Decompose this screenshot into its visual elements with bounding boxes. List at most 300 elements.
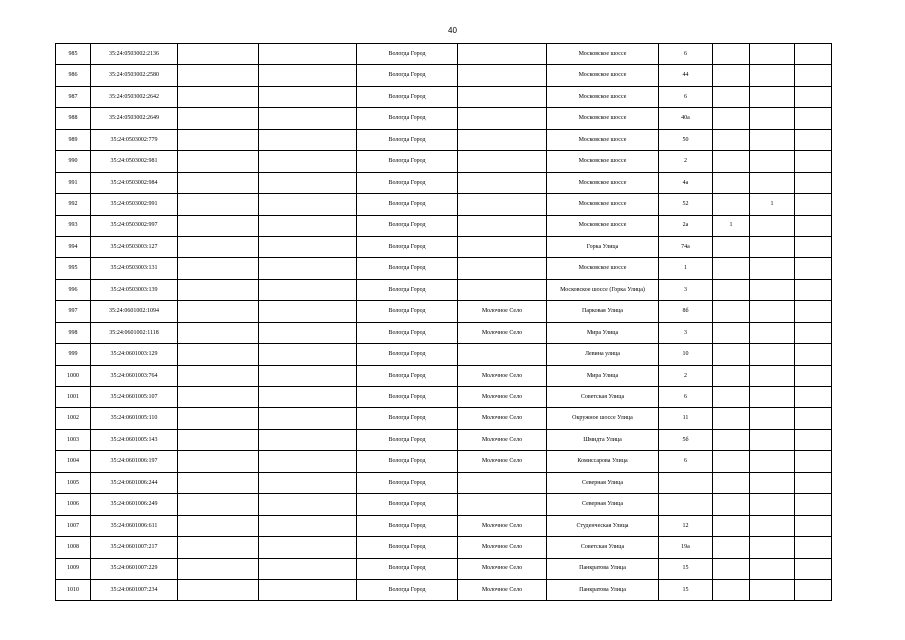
street-cell: Северная Улица — [547, 494, 659, 515]
flag-cell-b — [750, 472, 795, 493]
cadastral-number-cell: 35:24:0601002:1118 — [91, 322, 178, 343]
flag-cell-a — [713, 537, 750, 558]
flag-cell-a — [713, 301, 750, 322]
flag-cell-c — [795, 258, 832, 279]
empty-cell — [259, 129, 357, 150]
cadastral-number-cell: 35:24:0601006:249 — [91, 494, 178, 515]
flag-cell-c — [795, 537, 832, 558]
empty-cell — [259, 258, 357, 279]
street-cell: Московское шоссе (Горка Улица) — [547, 279, 659, 300]
table-row — [56, 322, 832, 343]
flag-cell-b — [750, 129, 795, 150]
flag-cell-a — [713, 472, 750, 493]
row-number-cell: 985 — [56, 44, 91, 65]
cadastral-number-cell: 35:24:0601007:229 — [91, 558, 178, 579]
flag-cell-c — [795, 429, 832, 450]
house-number-cell: 1 — [659, 258, 713, 279]
street-cell: Московское шоссе — [547, 108, 659, 129]
city-cell: Вологда Город — [357, 301, 458, 322]
flag-cell-b — [750, 387, 795, 408]
settlement-cell: Молочное Село — [458, 537, 547, 558]
house-number-cell: 50 — [659, 129, 713, 150]
table-row — [56, 215, 832, 236]
empty-cell — [178, 65, 259, 86]
house-number-cell — [659, 472, 713, 493]
city-cell: Вологда Город — [357, 258, 458, 279]
house-number-cell: 2 — [659, 151, 713, 172]
house-number-cell: 4а — [659, 172, 713, 193]
flag-cell-b — [750, 44, 795, 65]
house-number-cell: 6 — [659, 44, 713, 65]
empty-cell — [178, 301, 259, 322]
empty-cell — [178, 236, 259, 257]
settlement-cell — [458, 108, 547, 129]
cadastral-number-cell: 35:24:0503002:779 — [91, 129, 178, 150]
cadastral-number-cell: 35:24:0601003:764 — [91, 365, 178, 386]
row-number-cell: 1001 — [56, 387, 91, 408]
table-row — [56, 429, 832, 450]
settlement-cell — [458, 65, 547, 86]
empty-cell — [178, 215, 259, 236]
empty-cell — [178, 537, 259, 558]
city-cell: Вологда Город — [357, 129, 458, 150]
empty-cell — [178, 151, 259, 172]
empty-cell — [178, 515, 259, 536]
row-number-cell: 990 — [56, 151, 91, 172]
flag-cell-c — [795, 44, 832, 65]
table-row — [56, 558, 832, 579]
city-cell: Вологда Город — [357, 194, 458, 215]
row-number-cell: 1000 — [56, 365, 91, 386]
house-number-cell: 12 — [659, 515, 713, 536]
flag-cell-a — [713, 86, 750, 107]
city-cell: Вологда Город — [357, 429, 458, 450]
flag-cell-a: 1 — [713, 215, 750, 236]
flag-cell-b — [750, 494, 795, 515]
flag-cell-b — [750, 258, 795, 279]
flag-cell-b — [750, 236, 795, 257]
empty-cell — [178, 408, 259, 429]
city-cell: Вологда Город — [357, 236, 458, 257]
city-cell: Вологда Город — [357, 387, 458, 408]
street-cell: Шмидта Улица — [547, 429, 659, 450]
cadastral-number-cell: 35:24:0503002:2649 — [91, 108, 178, 129]
flag-cell-c — [795, 86, 832, 107]
table-row — [56, 151, 832, 172]
table-row — [56, 279, 832, 300]
row-number-cell: 991 — [56, 172, 91, 193]
empty-cell — [178, 44, 259, 65]
registry-table-body — [56, 44, 832, 601]
row-number-cell: 1008 — [56, 537, 91, 558]
flag-cell-a — [713, 515, 750, 536]
flag-cell-a — [713, 322, 750, 343]
table-row — [56, 579, 832, 600]
empty-cell — [259, 108, 357, 129]
empty-cell — [259, 236, 357, 257]
flag-cell-c — [795, 236, 832, 257]
empty-cell — [259, 172, 357, 193]
cadastral-number-cell: 35:24:0503003:139 — [91, 279, 178, 300]
row-number-cell: 992 — [56, 194, 91, 215]
house-number-cell: 52 — [659, 194, 713, 215]
empty-cell — [178, 451, 259, 472]
table-row — [56, 65, 832, 86]
street-cell: Московское шоссе — [547, 44, 659, 65]
empty-cell — [178, 322, 259, 343]
row-number-cell: 998 — [56, 322, 91, 343]
flag-cell-b — [750, 537, 795, 558]
empty-cell — [259, 215, 357, 236]
flag-cell-c — [795, 344, 832, 365]
house-number-cell — [659, 494, 713, 515]
empty-cell — [259, 408, 357, 429]
cadastral-number-cell: 35:24:0503002:997 — [91, 215, 178, 236]
flag-cell-a — [713, 494, 750, 515]
city-cell: Вологда Город — [357, 108, 458, 129]
flag-cell-b — [750, 301, 795, 322]
flag-cell-c — [795, 194, 832, 215]
flag-cell-c — [795, 472, 832, 493]
empty-cell — [259, 579, 357, 600]
city-cell: Вологда Город — [357, 172, 458, 193]
city-cell: Вологда Город — [357, 451, 458, 472]
empty-cell — [259, 86, 357, 107]
row-number-cell: 986 — [56, 65, 91, 86]
flag-cell-b — [750, 344, 795, 365]
flag-cell-c — [795, 408, 832, 429]
cadastral-number-cell: 35:24:0601002:1094 — [91, 301, 178, 322]
house-number-cell: 6 — [659, 387, 713, 408]
table-row — [56, 236, 832, 257]
cadastral-number-cell: 35:24:0503003:131 — [91, 258, 178, 279]
flag-cell-b — [750, 172, 795, 193]
row-number-cell: 1010 — [56, 579, 91, 600]
street-cell: Горка Улица — [547, 236, 659, 257]
empty-cell — [178, 344, 259, 365]
empty-cell — [259, 322, 357, 343]
flag-cell-b — [750, 451, 795, 472]
empty-cell — [178, 129, 259, 150]
empty-cell — [259, 151, 357, 172]
flag-cell-b — [750, 65, 795, 86]
settlement-cell: Молочное Село — [458, 451, 547, 472]
registry-table — [55, 43, 832, 601]
cadastral-number-cell: 35:24:0503002:2580 — [91, 65, 178, 86]
empty-cell — [259, 279, 357, 300]
flag-cell-c — [795, 515, 832, 536]
cadastral-number-cell: 35:24:0601003:129 — [91, 344, 178, 365]
flag-cell-b — [750, 322, 795, 343]
flag-cell-b — [750, 515, 795, 536]
street-cell: Панкратова Улица — [547, 558, 659, 579]
flag-cell-c — [795, 387, 832, 408]
empty-cell — [178, 172, 259, 193]
empty-cell — [178, 365, 259, 386]
street-cell: Московское шоссе — [547, 258, 659, 279]
empty-cell — [259, 44, 357, 65]
flag-cell-a — [713, 387, 750, 408]
empty-cell — [178, 429, 259, 450]
flag-cell-b — [750, 108, 795, 129]
street-cell: Московское шоссе — [547, 86, 659, 107]
settlement-cell — [458, 258, 547, 279]
row-number-cell: 999 — [56, 344, 91, 365]
row-number-cell: 996 — [56, 279, 91, 300]
house-number-cell: 11 — [659, 408, 713, 429]
table-row — [56, 86, 832, 107]
city-cell: Вологда Город — [357, 344, 458, 365]
city-cell: Вологда Город — [357, 322, 458, 343]
city-cell: Вологда Город — [357, 579, 458, 600]
settlement-cell — [458, 44, 547, 65]
city-cell: Вологда Город — [357, 537, 458, 558]
flag-cell-c — [795, 322, 832, 343]
cadastral-number-cell: 35:24:0503002:2136 — [91, 44, 178, 65]
table-row — [56, 515, 832, 536]
cadastral-number-cell: 35:24:0601007:234 — [91, 579, 178, 600]
empty-cell — [259, 537, 357, 558]
flag-cell-b — [750, 558, 795, 579]
house-number-cell: 10 — [659, 344, 713, 365]
settlement-cell: Молочное Село — [458, 301, 547, 322]
row-number-cell: 1009 — [56, 558, 91, 579]
street-cell: Московское шоссе — [547, 194, 659, 215]
row-number-cell: 995 — [56, 258, 91, 279]
settlement-cell — [458, 236, 547, 257]
flag-cell-c — [795, 494, 832, 515]
settlement-cell — [458, 494, 547, 515]
house-number-cell: 74а — [659, 236, 713, 257]
flag-cell-c — [795, 172, 832, 193]
flag-cell-c — [795, 129, 832, 150]
city-cell: Вологда Город — [357, 86, 458, 107]
empty-cell — [178, 279, 259, 300]
city-cell: Вологда Город — [357, 151, 458, 172]
city-cell: Вологда Город — [357, 558, 458, 579]
settlement-cell: Молочное Село — [458, 429, 547, 450]
empty-cell — [178, 494, 259, 515]
empty-cell — [178, 387, 259, 408]
settlement-cell: Молочное Село — [458, 515, 547, 536]
flag-cell-a — [713, 579, 750, 600]
house-number-cell: 40а — [659, 108, 713, 129]
street-cell: Московское шоссе — [547, 65, 659, 86]
empty-cell — [259, 451, 357, 472]
flag-cell-c — [795, 151, 832, 172]
flag-cell-a — [713, 44, 750, 65]
house-number-cell: 3 — [659, 279, 713, 300]
settlement-cell: Молочное Село — [458, 558, 547, 579]
flag-cell-c — [795, 301, 832, 322]
city-cell: Вологда Город — [357, 515, 458, 536]
street-cell: Комиссарова Улица — [547, 451, 659, 472]
city-cell: Вологда Город — [357, 279, 458, 300]
cadastral-number-cell: 35:24:0503002:981 — [91, 151, 178, 172]
empty-cell — [259, 387, 357, 408]
cadastral-number-cell: 35:24:0601006:611 — [91, 515, 178, 536]
settlement-cell — [458, 215, 547, 236]
settlement-cell — [458, 279, 547, 300]
house-number-cell: 6 — [659, 451, 713, 472]
settlement-cell: Молочное Село — [458, 365, 547, 386]
settlement-cell — [458, 172, 547, 193]
cadastral-number-cell: 35:24:0601007:217 — [91, 537, 178, 558]
street-cell: Левина улица — [547, 344, 659, 365]
row-number-cell: 1006 — [56, 494, 91, 515]
street-cell: Окружное шоссе Улица — [547, 408, 659, 429]
settlement-cell — [458, 344, 547, 365]
flag-cell-c — [795, 215, 832, 236]
flag-cell-b: 1 — [750, 194, 795, 215]
cadastral-number-cell: 35:24:0601006:244 — [91, 472, 178, 493]
empty-cell — [178, 258, 259, 279]
empty-cell — [259, 558, 357, 579]
flag-cell-b — [750, 365, 795, 386]
flag-cell-a — [713, 108, 750, 129]
empty-cell — [178, 472, 259, 493]
flag-cell-c — [795, 451, 832, 472]
house-number-cell: 8б — [659, 301, 713, 322]
settlement-cell — [458, 151, 547, 172]
empty-cell — [259, 194, 357, 215]
flag-cell-b — [750, 429, 795, 450]
house-number-cell: 2 — [659, 365, 713, 386]
table-row — [56, 494, 832, 515]
flag-cell-a — [713, 172, 750, 193]
street-cell: Советская Улица — [547, 537, 659, 558]
flag-cell-a — [713, 258, 750, 279]
flag-cell-b — [750, 86, 795, 107]
empty-cell — [178, 579, 259, 600]
flag-cell-c — [795, 558, 832, 579]
empty-cell — [259, 429, 357, 450]
empty-cell — [178, 558, 259, 579]
city-cell: Вологда Город — [357, 44, 458, 65]
street-cell: Московское шоссе — [547, 151, 659, 172]
table-row — [56, 129, 832, 150]
row-number-cell: 993 — [56, 215, 91, 236]
house-number-cell: 15 — [659, 558, 713, 579]
empty-cell — [259, 365, 357, 386]
empty-cell — [259, 494, 357, 515]
row-number-cell: 987 — [56, 86, 91, 107]
row-number-cell: 1002 — [56, 408, 91, 429]
house-number-cell: 3 — [659, 322, 713, 343]
table-row — [56, 408, 832, 429]
table-row — [56, 44, 832, 65]
flag-cell-a — [713, 429, 750, 450]
flag-cell-a — [713, 279, 750, 300]
row-number-cell: 988 — [56, 108, 91, 129]
settlement-cell: Молочное Село — [458, 408, 547, 429]
street-cell: Московское шоссе — [547, 172, 659, 193]
street-cell: Московское шоссе — [547, 129, 659, 150]
flag-cell-a — [713, 236, 750, 257]
city-cell: Вологда Город — [357, 494, 458, 515]
flag-cell-a — [713, 451, 750, 472]
row-number-cell: 1007 — [56, 515, 91, 536]
row-number-cell: 1004 — [56, 451, 91, 472]
house-number-cell: 19а — [659, 537, 713, 558]
street-cell: Советская Улица — [547, 387, 659, 408]
table-row — [56, 194, 832, 215]
street-cell: Парковая Улица — [547, 301, 659, 322]
flag-cell-c — [795, 365, 832, 386]
settlement-cell — [458, 194, 547, 215]
table-row — [56, 472, 832, 493]
page-number: 40 — [448, 26, 457, 35]
table-row — [56, 365, 832, 386]
city-cell: Вологда Город — [357, 408, 458, 429]
cadastral-number-cell: 35:24:0601005:143 — [91, 429, 178, 450]
settlement-cell — [458, 86, 547, 107]
cadastral-number-cell: 35:24:0503002:991 — [91, 194, 178, 215]
cadastral-number-cell: 35:24:0503003:127 — [91, 236, 178, 257]
street-cell: Северная Улица — [547, 472, 659, 493]
settlement-cell — [458, 472, 547, 493]
flag-cell-b — [750, 151, 795, 172]
empty-cell — [259, 65, 357, 86]
flag-cell-b — [750, 215, 795, 236]
flag-cell-b — [750, 579, 795, 600]
settlement-cell — [458, 129, 547, 150]
house-number-cell: 5б — [659, 429, 713, 450]
empty-cell — [259, 301, 357, 322]
city-cell: Вологда Город — [357, 65, 458, 86]
street-cell: Московское шоссе — [547, 215, 659, 236]
house-number-cell: 6 — [659, 86, 713, 107]
cadastral-number-cell: 35:24:0503002:984 — [91, 172, 178, 193]
empty-cell — [178, 108, 259, 129]
row-number-cell: 994 — [56, 236, 91, 257]
city-cell: Вологда Город — [357, 365, 458, 386]
city-cell: Вологда Город — [357, 215, 458, 236]
flag-cell-a — [713, 408, 750, 429]
flag-cell-a — [713, 65, 750, 86]
flag-cell-a — [713, 558, 750, 579]
empty-cell — [259, 515, 357, 536]
settlement-cell: Молочное Село — [458, 322, 547, 343]
flag-cell-c — [795, 579, 832, 600]
street-cell: Мира Улица — [547, 322, 659, 343]
settlement-cell: Молочное Село — [458, 387, 547, 408]
empty-cell — [178, 194, 259, 215]
row-number-cell: 1005 — [56, 472, 91, 493]
table-row — [56, 451, 832, 472]
cadastral-number-cell: 35:24:0601006:197 — [91, 451, 178, 472]
table-row — [56, 537, 832, 558]
table-row — [56, 258, 832, 279]
flag-cell-c — [795, 279, 832, 300]
flag-cell-a — [713, 151, 750, 172]
house-number-cell: 44 — [659, 65, 713, 86]
house-number-cell: 2а — [659, 215, 713, 236]
city-cell: Вологда Город — [357, 472, 458, 493]
flag-cell-c — [795, 65, 832, 86]
cadastral-number-cell: 35:24:0601005:110 — [91, 408, 178, 429]
house-number-cell: 15 — [659, 579, 713, 600]
table-row — [56, 108, 832, 129]
flag-cell-a — [713, 194, 750, 215]
street-cell: Панкратова Улица — [547, 579, 659, 600]
row-number-cell: 997 — [56, 301, 91, 322]
flag-cell-a — [713, 129, 750, 150]
row-number-cell: 989 — [56, 129, 91, 150]
flag-cell-a — [713, 365, 750, 386]
cadastral-number-cell: 35:24:0503002:2642 — [91, 86, 178, 107]
table-row — [56, 301, 832, 322]
